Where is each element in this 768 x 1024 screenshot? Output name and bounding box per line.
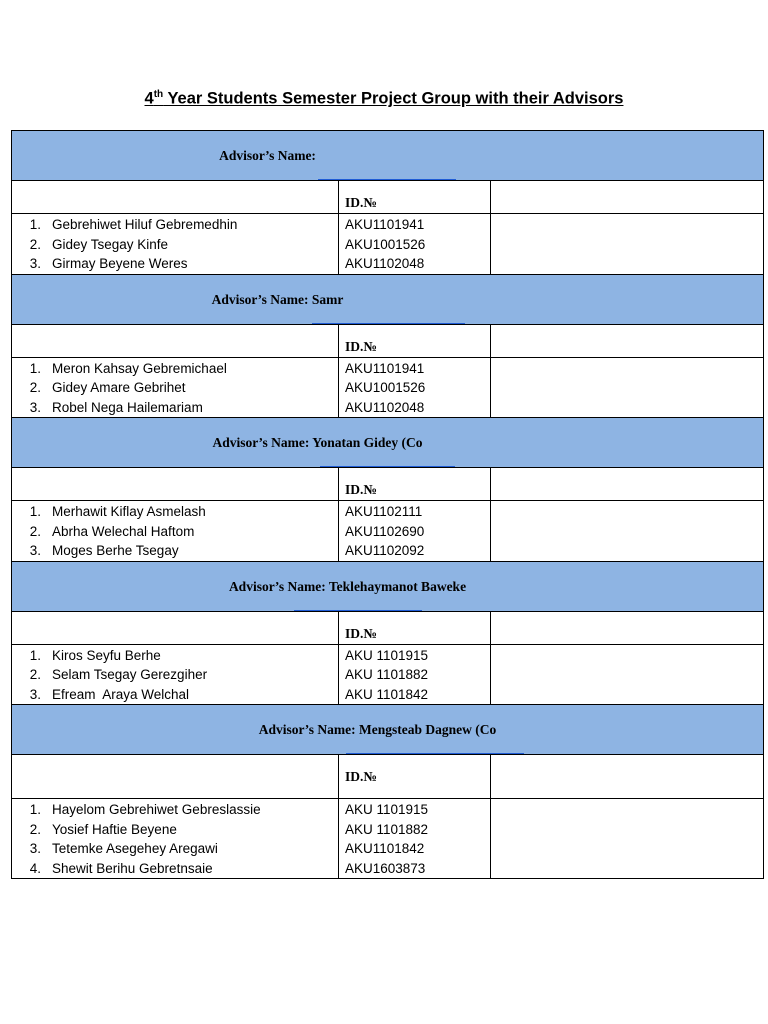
student-names [12,799,339,879]
name-underline [320,466,455,467]
id-header-row [12,755,764,799]
list-item: 1. Hayelom Gebrehiwet Gebreslassie [29,802,261,817]
student-names [12,644,339,705]
list-item: 3. Robel Nega Hailemariam [29,399,203,415]
name-underline [318,179,456,180]
list-item: 4. Shewit Berihu Gebretnsaie [29,860,213,876]
id-header-row [12,181,764,214]
student-id: AKU1102048 [345,256,425,271]
advisor-cell [12,274,764,324]
list-item: 2. Selam Tsegay Gerezgiher [29,667,208,682]
student-id: AKU 1101915 [345,802,429,817]
list-item: 2. Gidey Tsegay Kinfe [29,236,169,252]
advisor-name: Advisor’s Name: [219,148,316,163]
list-item: 2. Abrha Welechal Haftom [29,523,195,539]
advisor-cell [12,705,764,755]
list-item: 1. Gebrehiwet Hiluf Gebremedhin [29,217,238,232]
student-ids [339,799,491,879]
advisor-cell [12,131,764,181]
name-underline [346,753,524,754]
list-item: 1. Merhawit Kiflay Asmelash [29,504,206,519]
student-id: AKU1102111 [345,504,423,519]
student-id: AKU 1101915 [345,647,429,663]
student-id: AKU1101941 [345,360,425,376]
list-item: 1. Kiros Seyfu Berhe [29,647,161,663]
student-id: AKU1102048 [345,399,425,415]
id-header: ID.№ [339,611,491,644]
list-item: 2. Yosief Haftie Beyene [29,821,177,837]
advisor-name: Advisor’s Name: Samr [211,291,344,307]
student-names [12,501,339,562]
student-names [12,214,339,275]
advisor-name: Advisor’s Name: Yonatan Gidey (Co [212,435,423,450]
student-block [12,799,764,879]
student-id: AKU 1101842 [345,686,429,702]
advisor-groups-table [11,130,764,879]
list-item: 2. Gidey Amare Gebrihet [29,380,186,395]
student-id: AKU1101842 [345,841,425,856]
id-header: ID.№ [339,324,491,357]
student-id: AKU1603873 [345,860,426,876]
advisor-header-row [12,274,764,324]
page-title: 4th Year Students Semester Project Group with their Advisors [144,89,624,108]
list-item: 3. Tetemke Asegehey Aregawi [29,841,218,856]
id-header: ID.№ [339,755,491,799]
id-header: ID.№ [339,181,491,214]
student-id: AKU1001526 [345,236,426,252]
list-item: 3. Efream Araya Welchal [29,686,190,702]
student-block [12,501,764,562]
list-item: 1. Meron Kahsay Gebremichael [29,360,227,376]
student-id: AKU1102092 [345,543,425,558]
student-id: AKU1102690 [345,523,425,539]
list-item: 3. Girmay Beyene Weres [29,256,188,271]
id-header-row [12,468,764,501]
id-header-row [12,324,764,357]
advisor-header-row [12,705,764,755]
student-id: AKU1001526 [345,380,426,395]
student-block [12,214,764,275]
student-id: AKU1101941 [345,217,425,232]
advisor-cell [12,418,764,468]
student-id: AKU 1101882 [345,821,429,837]
name-underline [312,323,465,324]
advisor-cell [12,561,764,611]
student-ids [339,214,491,275]
name-underline [294,610,422,611]
student-block [12,644,764,705]
advisor-header-row [12,561,764,611]
id-header: ID.№ [339,468,491,501]
advisor-name: Advisor’s Name: Mengsteab Dagnew (Co [258,722,497,737]
list-item: 3. Moges Berhe Tsegay [29,543,179,558]
student-id: AKU 1101882 [345,667,429,682]
student-block [12,357,764,418]
student-ids [339,644,491,705]
student-ids [339,357,491,418]
student-names [12,357,339,418]
student-ids [339,501,491,562]
advisor-header-row [12,131,764,181]
advisor-header-row [12,418,764,468]
advisor-name: Advisor’s Name: Teklehaymanot Baweke [228,578,467,594]
id-header-row [12,611,764,644]
